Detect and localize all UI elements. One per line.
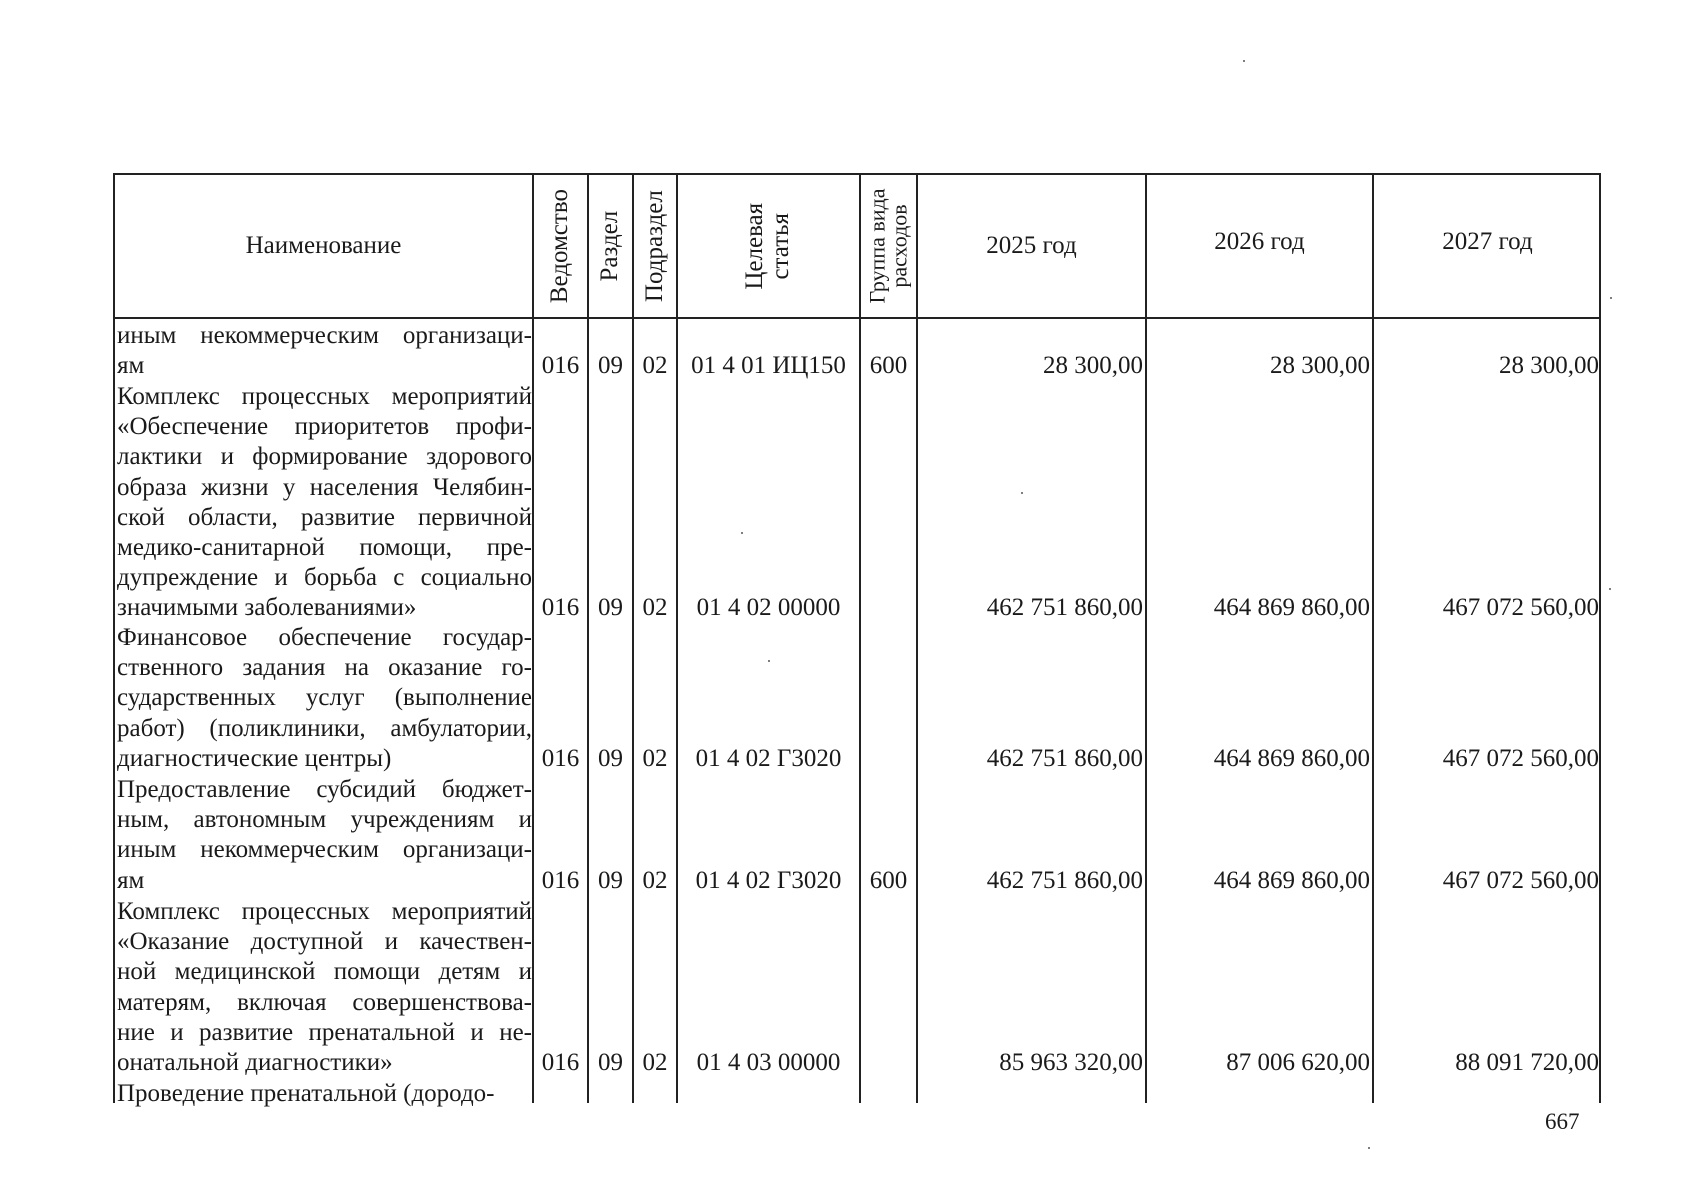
- cell-celevaya: 01 4 02 Г3020: [695, 744, 842, 772]
- row-name-line: Финансовое обеспечение государ-: [117, 624, 532, 651]
- cell-2027: 467 072 560,00: [1442, 866, 1599, 894]
- header-gruppa-line1: Группа вида: [864, 188, 890, 304]
- header-year-2026: [1147, 171, 1372, 313]
- header-name-label: Наименование: [245, 231, 402, 259]
- cell-2025: 28 300,00: [1043, 352, 1143, 380]
- row-name: [117, 1079, 532, 1109]
- cell-2026: 28 300,00: [1270, 352, 1370, 380]
- cell-razdel: 09: [598, 866, 623, 894]
- cell-razdel: 09: [598, 1049, 623, 1076]
- header-gruppa-line2: расходов: [886, 204, 912, 288]
- cell-podrazdel: 02: [642, 1049, 668, 1076]
- budget-table: [113, 173, 1601, 1107]
- header-podrazdel-label: Подраздел: [640, 190, 668, 302]
- row-name-line: иным некоммерческим организаци-: [117, 322, 532, 349]
- row-name: [117, 897, 532, 1078]
- cell-gruppa: 600: [869, 352, 908, 380]
- scan-speck: [1609, 588, 1611, 590]
- header-year-2025-label: 2025 год: [986, 231, 1077, 259]
- page-number: 667: [1545, 1109, 1580, 1134]
- row-name-line: Комплекс процессных мероприятий: [117, 898, 532, 925]
- row-name-line: онатальной диагностики»: [117, 1049, 393, 1077]
- cell-2026: 87 006 620,00: [1226, 1049, 1370, 1076]
- cell-podrazdel: 02: [642, 744, 668, 772]
- cell-gruppa: 600: [869, 866, 908, 894]
- row-name-line: ственного задания на оказание го-: [117, 654, 532, 682]
- cell-2027: 467 072 560,00: [1442, 594, 1599, 622]
- row-name-line: медико-санитарной помощи, пре-: [117, 534, 532, 562]
- row-name: [117, 321, 532, 381]
- cell-razdel: 09: [598, 744, 623, 772]
- cell-razdel: 09: [598, 352, 623, 380]
- scan-speck: [1610, 297, 1612, 299]
- row-name-line: сударственных услуг (выполнение: [117, 684, 532, 712]
- row-name-line: работ) (поликлиники, амбулатории,: [117, 714, 532, 742]
- cell-2026: 464 869 860,00: [1213, 744, 1370, 772]
- scan-speck: [741, 532, 743, 534]
- cell-vedomstvo: 016: [541, 866, 580, 894]
- scan-speck: [1243, 60, 1245, 62]
- header-gruppa: [861, 175, 916, 317]
- row-name-line: Комплекс процессных мероприятий: [117, 383, 532, 410]
- header-year-2027-label: 2027 год: [1442, 227, 1533, 255]
- header-gruppa-label: [864, 188, 912, 304]
- cell-2025: 462 751 860,00: [986, 866, 1143, 894]
- header-celevaya: [678, 175, 859, 317]
- row-name-line: ной медицинской помощи детям и: [117, 958, 532, 986]
- cell-podrazdel: 02: [642, 352, 668, 380]
- row-name: [117, 775, 532, 896]
- header-celevaya-line1: Целевая: [741, 202, 769, 290]
- row-name-line: «Оказание доступной и качествен-: [117, 928, 532, 956]
- cell-2027: 467 072 560,00: [1442, 744, 1599, 772]
- cell-2025: 462 751 860,00: [986, 594, 1143, 622]
- header-vedomstvo-label: Ведомство: [546, 188, 574, 304]
- scan-speck: [1021, 492, 1023, 494]
- cell-celevaya: 01 4 02 Г3020: [695, 866, 842, 894]
- row-name-line: ние и развитие пренатальной и не-: [117, 1018, 532, 1046]
- row-name-line: Проведение пренатальной (дородо-: [117, 1080, 495, 1107]
- row-name: [117, 623, 532, 774]
- cell-2025: 462 751 860,00: [986, 744, 1143, 772]
- cell-razdel: 09: [598, 594, 623, 622]
- column-divider: [1145, 175, 1147, 1103]
- row-name-line: образа жизни у населения Челябин-: [117, 473, 532, 501]
- header-razdel-label: Раздел: [596, 210, 624, 282]
- cell-vedomstvo: 016: [541, 594, 580, 622]
- scan-speck: [1368, 1147, 1370, 1149]
- header-year-2026-label: 2026 год: [1214, 227, 1305, 255]
- row-name-line: ным, автономным учреждениям и: [117, 806, 532, 834]
- cell-2027: 88 091 720,00: [1455, 1049, 1599, 1076]
- row-name-line: лактики и формирование здорового: [117, 443, 532, 471]
- header-year-2025: [918, 175, 1145, 317]
- row-name-line: дупреждение и борьба с социально: [117, 564, 532, 592]
- cell-2025: 85 963 320,00: [999, 1049, 1143, 1076]
- header-vedomstvo: [534, 175, 587, 317]
- cell-vedomstvo: 016: [541, 1049, 580, 1076]
- header-podrazdel: [634, 175, 676, 317]
- cell-celevaya: 01 4 03 00000: [696, 1049, 841, 1076]
- header-celevaya-line2: статья: [767, 212, 795, 280]
- header-divider: [115, 317, 1599, 319]
- column-divider: [1372, 175, 1374, 1103]
- row-name-line: ям: [117, 866, 145, 894]
- row-name-line: ям: [117, 352, 145, 380]
- row-name-line: значимыми заболеваниями»: [117, 594, 417, 622]
- cell-2026: 464 869 860,00: [1213, 866, 1370, 894]
- header-name: [115, 175, 532, 317]
- row-name-line: диагностические центры): [117, 744, 392, 772]
- row-name-line: «Обеспечение приоритетов профи-: [117, 413, 532, 441]
- row-name-line: ской области, развитие первичной: [117, 503, 532, 531]
- cell-podrazdel: 02: [642, 866, 668, 894]
- cell-vedomstvo: 016: [541, 744, 580, 772]
- row-name-line: иным некоммерческим организаци-: [117, 836, 532, 864]
- scan-speck: [768, 660, 770, 662]
- header-celevaya-label: [742, 203, 795, 290]
- header-year-2027: [1374, 171, 1601, 313]
- cell-celevaya: 01 4 01 ИЦ150: [691, 352, 846, 380]
- row-name-line: матерям, включая совершенствова-: [117, 988, 532, 1016]
- cell-vedomstvo: 016: [541, 352, 580, 380]
- header-razdel: [589, 175, 632, 317]
- cell-2026: 464 869 860,00: [1213, 594, 1370, 622]
- row-name-line: Предоставление субсидий бюджет-: [117, 776, 532, 803]
- cell-2027: 28 300,00: [1499, 352, 1599, 380]
- cell-podrazdel: 02: [642, 594, 668, 622]
- cell-celevaya: 01 4 02 00000: [696, 594, 841, 622]
- row-name: [117, 382, 532, 624]
